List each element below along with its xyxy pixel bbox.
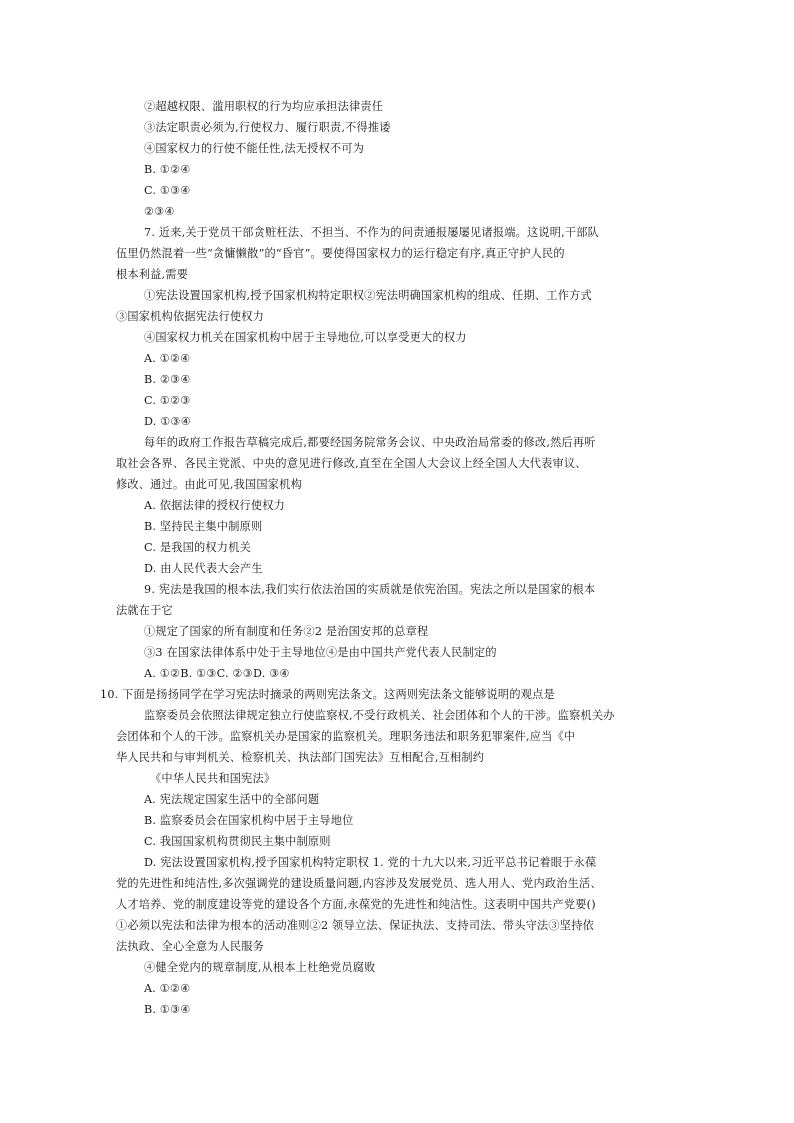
text-line: 法执政、全心全意为人民服务 xyxy=(116,940,265,953)
text-line: 人才培养、党的制度建设等党的建设各个方面,永葆党的先进性和纯洁性。这表明中国共产党要() xyxy=(116,898,596,911)
text-line: 取社会各界、各民主党派、中央的意见进行修改,直至在全国人大会议上经全国人大代表审议、 xyxy=(116,457,587,470)
text-line: 《中华人民共和国宪法》 xyxy=(150,772,276,785)
text-line: D. ①③④ xyxy=(144,415,191,428)
text-line: 伍里仍然混着一些“贪慵懒散”的“昏官”。要使得国家权力的运行稳定有序,真正守护人民的 xyxy=(116,247,565,260)
text-line: ③国家机构依据宪法行使权力 xyxy=(116,310,265,323)
text-line: 华人民共和与审判机关、检察机关、执法部门国宪法》互相配合,互相制约 xyxy=(116,751,485,764)
text-line: ①必须以宪法和法律为根本的活动准则②2 领导立法、保证执法、支持司法、带头守法③坚持依 xyxy=(116,919,594,932)
text-line: A. 宪法规定国家生活中的全部问题 xyxy=(144,793,320,806)
text-line: 法就在于它 xyxy=(116,604,173,617)
text-line: C. ①③④ xyxy=(144,184,191,197)
text-line: 会团体和个人的干涉。监察机关办是国家的监察机关。理职务违法和职务犯罪案件,应当《中 xyxy=(116,730,576,743)
text-line: A. ①②④ xyxy=(144,352,191,365)
text-line: B. ①②④ xyxy=(144,163,191,176)
text-line: D. 宪法设置国家机构,授予国家机构特定职权 1. 党的十九大以来,习近平总书记着眼于永葆 xyxy=(144,856,597,869)
text-line: 10. 下面是扬扬同学在学习宪法时摘录的两则宪法条文。这两则宪法条文能够说明的观点是 xyxy=(100,688,555,701)
text-line: 党的先进性和纯洁性,多次强调党的建设质量问题,内容涉及发展党员、选人用人、党内政治生活、 xyxy=(116,877,602,890)
text-line: B. ②③④ xyxy=(144,373,191,386)
document-body xyxy=(100,96,676,1020)
text-line: B. ①③④ xyxy=(144,1003,191,1016)
text-line: ②③④ xyxy=(144,205,175,218)
text-line: ③3 在国家法律体系中处于主导地位④是由中国共产党代表人民制定的 xyxy=(144,646,497,659)
text-line: B. 监察委员会在国家机构中居于主导地位 xyxy=(144,814,354,827)
text-line: A. 依据法律的授权行使权力 xyxy=(144,499,286,512)
text-line: C. ①②③ xyxy=(144,394,191,407)
text-line: ④健全党内的规章制度,从根本上杜绝党员腐败 xyxy=(144,961,376,974)
text-line: A. ①②B. ①③C. ②③D. ③④ xyxy=(144,667,290,680)
text-line: 7. 近来,关于党员干部贪赃枉法、不担当、不作为的问责通报屡屡见诸报端。这说明,干部队 xyxy=(144,226,600,239)
text-line: ②超越权限、滥用职权的行为均应承担法律责任 xyxy=(144,100,384,113)
text-line: 监察委员会依照法律规定独立行使监察权,不受行政机关、社会团体和个人的干涉。监察机关办 xyxy=(144,709,615,722)
text-line: 修改、通过。由此可见,我国国家机构 xyxy=(116,478,302,491)
text-line: 根本利益,需要 xyxy=(116,268,189,281)
text-line: C. 我国国家机构贯彻民主集中制原则 xyxy=(144,835,331,848)
text-line: ①宪法设置国家机构,授予国家机构特定职权②宪法明确国家机构的组成、任期、工作方式 xyxy=(144,289,592,302)
text-line: B. 坚持民主集中制原则 xyxy=(144,520,263,533)
text-line: A. ①②④ xyxy=(144,982,191,995)
text-line: 9. 宪法是我国的根本法,我们实行依法治国的实质就是依宪治国。宪法之所以是国家的根本 xyxy=(144,583,596,596)
text-line: 每年的政府工作报告草稿完成后,都要经国务院常务会议、中央政治局常委的修改,然后再听 xyxy=(144,436,596,449)
text-line: D. 由人民代表大会产生 xyxy=(144,562,263,575)
text-line: ④国家权力的行使不能任性,法无授权不可为 xyxy=(144,142,365,155)
text-line: ④国家权力机关在国家机构中居于主导地位,可以享受更大的权力 xyxy=(144,331,467,344)
text-line: C. 是我国的权力机关 xyxy=(144,541,251,554)
text-line: ③法定职责必须为,行使权力、履行职责,不得推诿 xyxy=(144,121,391,134)
text-line: ①规定了国家的所有制度和任务②2 是治国安邦的总章程 xyxy=(144,625,429,638)
